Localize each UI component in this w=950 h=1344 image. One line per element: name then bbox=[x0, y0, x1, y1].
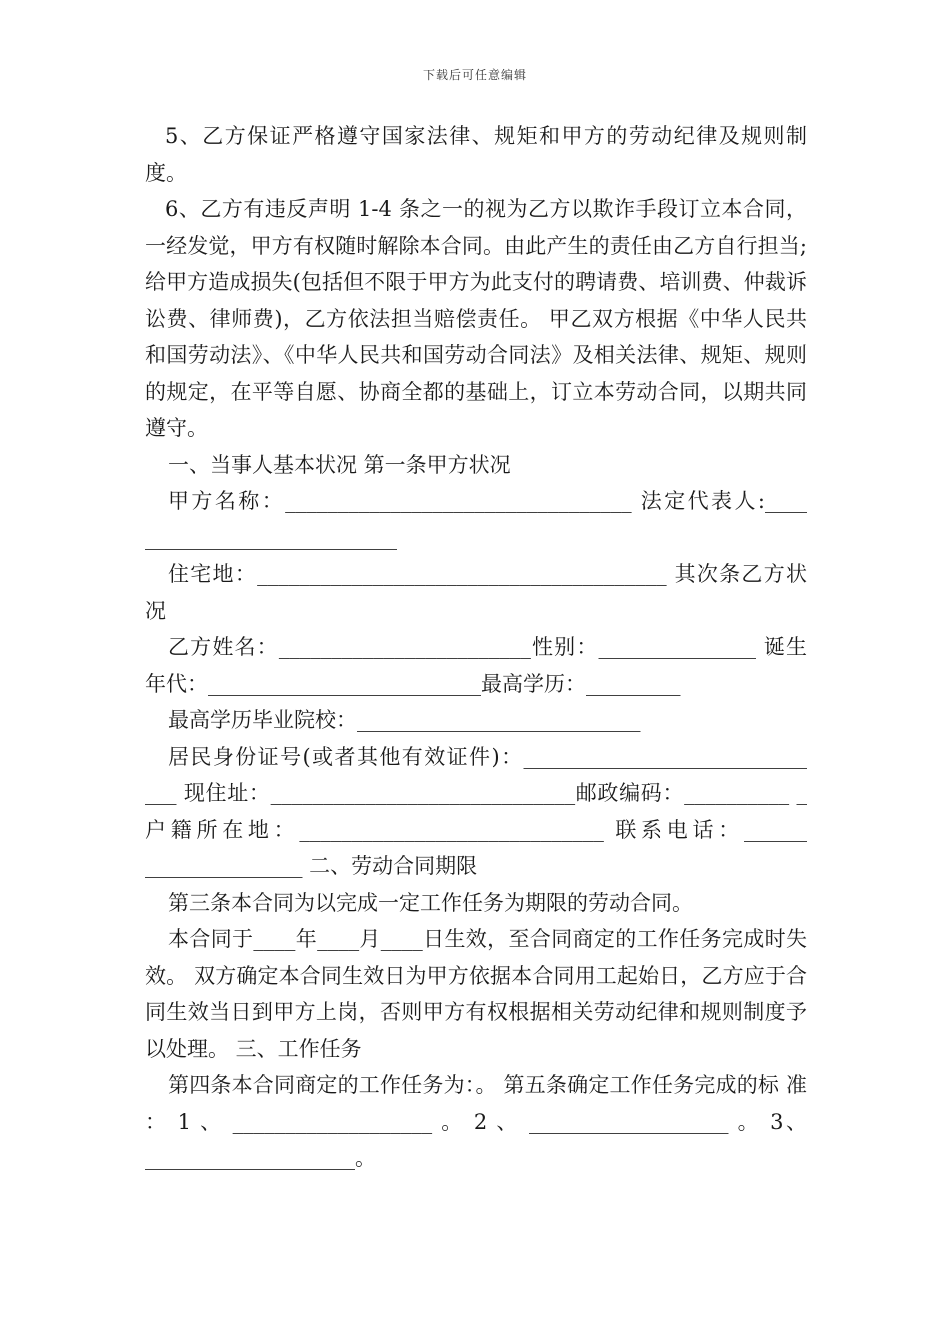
page-header-note: 下载后可任意编辑 bbox=[422, 68, 527, 82]
effective-date-paragraph: 本合同于____年____月____日生效，至合同商定的工作任务完成时失效。 双方确定本合同生效日为甲方依据本合同用工起始日，乙方应于合同生效当日到甲方上岗，否则甲方有权根据相关劳动纪律和规则制度予以处理。 三、工作任务 bbox=[145, 927, 807, 1061]
party-a-name-line: 甲方名称：_________________________________ 法定代表人:____ ________________________ bbox=[145, 489, 807, 550]
clause-6-paragraph: 6、乙方有违反声明 1-4 条之一的视为乙方以欺诈手段订立本合同，一经发觉，甲方有权随时解除本合同。由此产生的责任由乙方自行担当;给甲方造成损失(包括但不限于甲方为此支付的聘请费、培训费、仲裁诉讼费、律师费)，乙方依法担当赔偿责任。 甲乙双方根据《中华人民共和国劳动法》、《中华人民共和国劳动合同法》及相关法律、规矩、规则的规定，在平等自愿、协商全都的基础上，订立本劳动合同，以期共同遵守。 bbox=[145, 197, 807, 440]
clause-5-paragraph: 5、乙方保证严格遵守国家法律、规矩和甲方的劳动纪律及规则制度。 bbox=[145, 124, 807, 185]
document-body bbox=[145, 118, 807, 1177]
party-b-id-line: 居民身份证号(或者其他有效证件)：___________________________ ___ 现住址：_____________________________邮政编码：__________ _ 户籍所在地：_____________________________ 联系电话：______ _______________ 二、劳动合同期限 bbox=[145, 744, 807, 878]
section-1-heading: 一、当事人基本状况 第一条甲方状况 bbox=[168, 452, 511, 477]
party-b-school-line: 最高学历毕业院校：___________________________ bbox=[168, 708, 641, 732]
clause-3-paragraph: 第三条本合同为以完成一定工作任务为期限的劳动合同。 bbox=[168, 890, 693, 915]
clause-4-5-paragraph: 第四条本合同商定的工作任务为：。 第五条确定工作任务完成的标 准 ： 1 、 ___________________ 。 2 、 ___________________ 。 3、____________________。 bbox=[145, 1073, 807, 1170]
party-b-name-line: 乙方姓名：________________________性别：_______________ 诞生年代：__________________________最高学历：_________ bbox=[145, 635, 807, 696]
party-a-address-line: 住宅地：_______________________________________ 其次条乙方状况 bbox=[145, 562, 807, 623]
